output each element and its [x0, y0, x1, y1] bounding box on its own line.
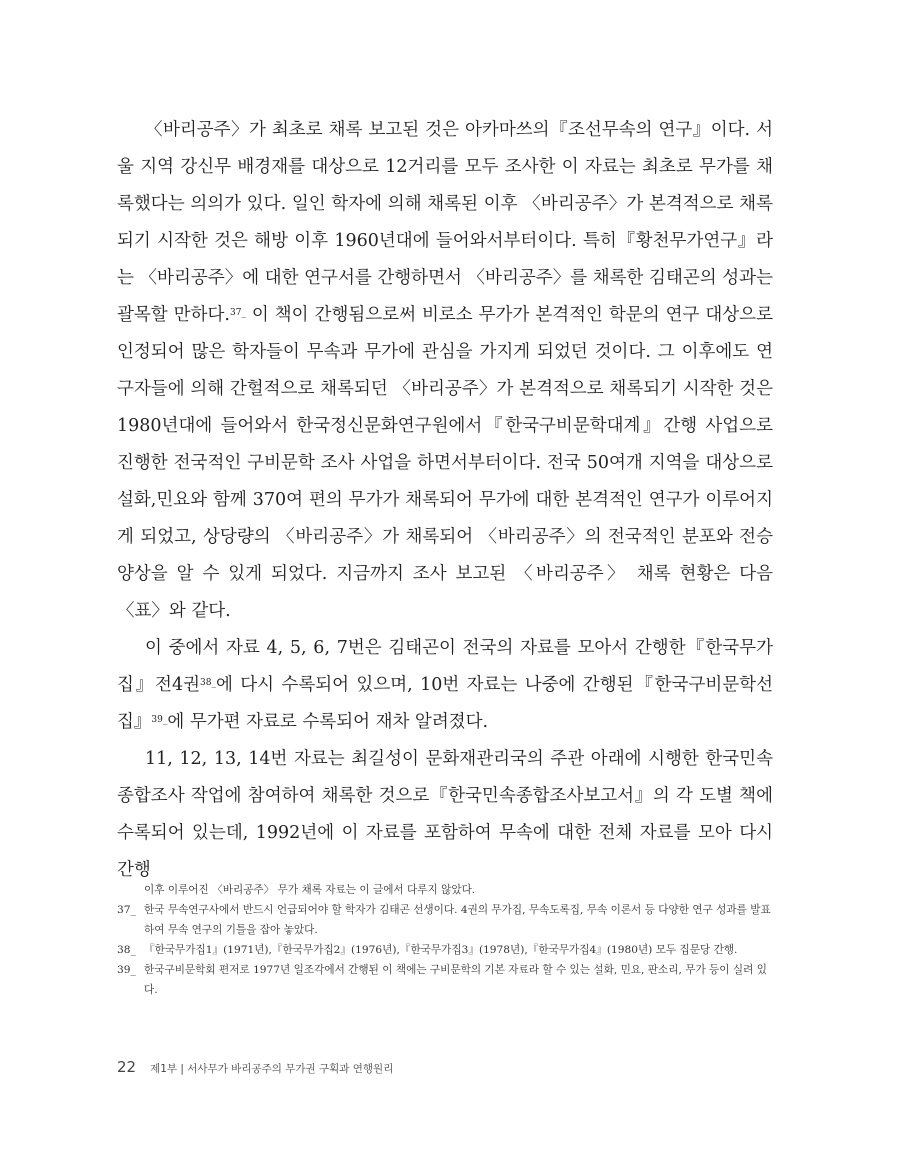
paragraph-3: 11, 12, 13, 14번 자료는 최길성이 문화재관리국의 주관 아래에 시행한 한국민속종합조사 작업에 참여하여 채록한 것으로『한국민속종합조사보고서』의 각 도별 책에 수록되어 있는데, 1992년에 이 자료를 포함하여 무속에 대한 전체 자료를 모아 다시 간행	[117, 749, 773, 880]
footnote-text: 한국구비문학회 편저로 1977년 일조각에서 간행된 이 책에는 구비문학의 기본 자료라 할 수 있는 설화, 민요, 판소리, 무가 등이 실려 있다.	[144, 964, 767, 996]
footnote-continued: 이후 이루어진 〈바리공주〉 무가 채록 자료는 이 글에서 다루지 않았다.	[144, 884, 476, 896]
footnote-ref-39-label: 39	[151, 715, 163, 725]
footnote-ref-37-label: 37	[229, 308, 242, 318]
body-text	[117, 112, 773, 889]
footnote-37	[117, 900, 773, 940]
paragraph-1	[117, 112, 773, 630]
footnotes	[117, 880, 773, 1000]
paragraph-1-text-a: 〈바리공주〉가 최초로 채록 보고된 것은 아카마쓰의『조선무속의 연구』이다. 서울 지역 강신무 배경재를 대상으로 12거리를 모두 조사한 이 자료는 최초로 무가를 채록했다는 의의가 있다. 일인 학자에 의해 채록된 이후 〈바리공주〉가 본격적으로 채록되기 시작한 것은 해방 이후 1960년대에 들어와서부터이다. 특히『황천무가연구』라는 〈바리공주〉에 대한 연구서를 간행하면서 〈바리공주〉를 채록한 김태곤의 성과는 괄목할 만하다.	[117, 120, 773, 325]
footnote-number: 38_	[117, 944, 136, 956]
page-number: 22	[117, 1058, 137, 1076]
footnote-ref-38-label: 38	[199, 678, 212, 688]
footnote-number: 37_	[117, 904, 136, 916]
paragraph-2-text-c: 에 무가편 자료로 수록되어 재차 알려졌다.	[167, 712, 489, 732]
footnote-38	[117, 940, 773, 960]
footnote-ref-37[interactable]: 37_	[229, 308, 246, 318]
paragraph-2-text-a: 이 중에서 자료 4, 5, 6, 7번은 김태곤이 전국의 자료를 모아서 간행한『한국무가집』전4권	[117, 638, 773, 695]
footnote-39	[117, 960, 773, 1000]
footnote-text: 『한국무가집1』(1971년),『한국무가집2』(1976년),『한국무가집3』(1978년),『한국무가집4』(1980년) 모두 집문당 간행.	[144, 944, 738, 956]
paragraph-2	[117, 630, 773, 741]
page-footer	[117, 1058, 393, 1076]
footnote-text: 한국 무속연구사에서 반드시 언급되어야 할 학자가 김태곤 선생이다. 4권의 무가집, 무속도록집, 무속 이론서 등 다양한 연구 성과를 발표하여 무속 연구의 기틀을 잡아 놓았다.	[144, 904, 771, 936]
paragraph-1-text-b: 이 책이 간행됨으로써 비로소 무가가 본격적인 학문의 연구 대상으로 인정되어 많은 학자들이 무속과 무가에 관심을 가지게 되었던 것이다. 그 이후에도 연구자들에 의해 간헐적으로 채록되던 〈바리공주〉가 본격적으로 채록되기 시작한 것은 1980년대에 들어와서 한국정신문화연구원에서『한국구비문학대계』간행 사업으로 진행한 전국적인 구비문학 조사 사업을 하면서부터이다. 전국 50여개 지역을 대상으로 설화,민요와 함께 370여 편의 무가가 채록되어 무가에 대한 본격적인 연구가 이루어지게 되었고, 상당량의 〈바리공주〉가 채록되어 〈바리공주〉의 전국적인 분포와 전승양상을 알 수 있게 되었다. 지금까지 조사 보고된 〈바리공주〉 채록 현황은 다음 〈표〉와 같다.	[117, 305, 773, 621]
footnote-ref-38[interactable]: 38_	[199, 678, 216, 688]
running-head: 제1부 | 서사무가 바리공주의 무가권 구획과 연행원리	[150, 1063, 394, 1075]
footnote-ref-39[interactable]: 39_	[151, 715, 168, 725]
footnote-number: 39_	[117, 964, 136, 976]
paragraph-2-text-b: 에 다시 수록되어 있으며, 10번 자료는 나중에 간행된『한국구비문학선집』	[117, 675, 773, 732]
